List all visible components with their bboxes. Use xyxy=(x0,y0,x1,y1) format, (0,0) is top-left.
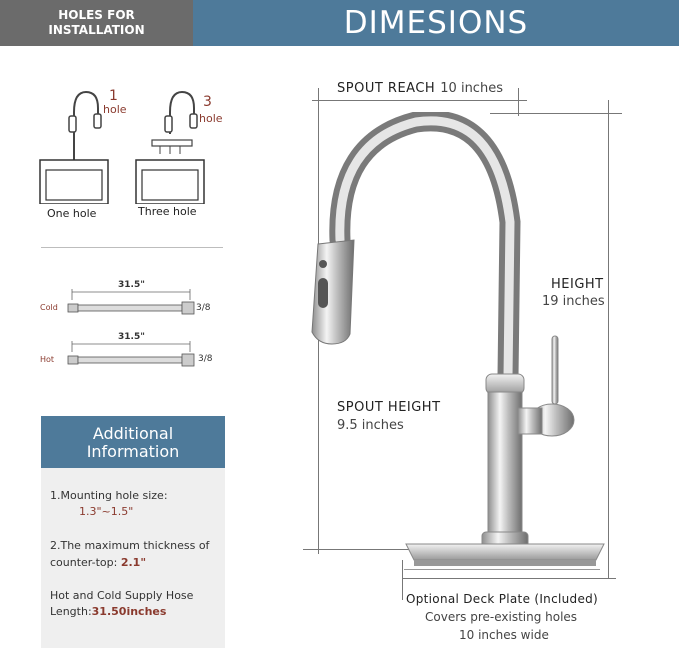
info-item1-value: 1.3"~1.5" xyxy=(79,505,134,518)
info-item2-value: 2.1" xyxy=(120,556,147,569)
one-hole-caption: One hole xyxy=(47,207,97,220)
cold-size: 3/8 xyxy=(196,303,211,313)
three-hole-number: 3 xyxy=(203,94,212,110)
three-hole-word: hole xyxy=(199,112,223,125)
one-hole-word: hole xyxy=(103,103,127,116)
spout-height-value: 9.5 inches xyxy=(337,418,404,433)
info-item3-line2 xyxy=(50,604,166,620)
faucet-illustration xyxy=(296,112,616,572)
info-title-line2: Information xyxy=(86,442,180,461)
info-item1: 1.Mounting hole size: xyxy=(50,489,168,502)
deck-plate-line2: Covers pre-existing holes xyxy=(425,610,578,624)
one-hole-number: 1 xyxy=(109,88,118,104)
deck-plate-line3: 10 inches wide xyxy=(459,628,549,642)
spout-reach-title: SPOUT REACH xyxy=(337,81,436,96)
plate-bottom-line xyxy=(402,578,616,579)
cold-label: Cold xyxy=(40,303,58,312)
height-title: HEIGHT xyxy=(551,277,604,292)
one-hole-faucet-icon xyxy=(36,84,116,204)
info-item3-label: Length: xyxy=(50,605,92,618)
info-item3-line1: Hot and Cold Supply Hose xyxy=(50,589,194,602)
info-item2-line1: 2.The maximum thickness of xyxy=(50,539,210,552)
info-item2-label: counter-top: xyxy=(50,556,118,569)
info-title-line1: Additional xyxy=(92,424,174,443)
spout-reach-value: 10 inches xyxy=(440,81,503,96)
info-title xyxy=(41,416,225,468)
height-value: 19 inches xyxy=(542,294,605,309)
reach-dimension-line xyxy=(312,100,527,101)
holes-for-installation-header xyxy=(0,0,193,46)
divider xyxy=(41,247,223,248)
cold-hose-icon xyxy=(40,288,210,318)
spout-reach-label xyxy=(337,77,503,96)
header-left-line1: HOLES FOR xyxy=(58,8,135,22)
hot-hose-length: 31.5" xyxy=(118,332,145,342)
three-hole-faucet-icon xyxy=(132,84,212,204)
dimensions-header: DIMESIONS xyxy=(193,0,679,46)
info-item2-line2 xyxy=(50,555,146,571)
three-hole-caption: Three hole xyxy=(138,205,197,218)
hot-size: 3/8 xyxy=(198,354,213,364)
info-item3-value: 31.50inches xyxy=(91,605,167,618)
header-left-line2: INSTALLATION xyxy=(48,23,145,37)
hot-hose-icon xyxy=(40,340,213,370)
cold-hose-length: 31.5" xyxy=(118,280,145,290)
deck-plate-title: Optional Deck Plate (Included) xyxy=(406,592,599,606)
hot-label: Hot xyxy=(40,355,55,364)
spout-height-title: SPOUT HEIGHT xyxy=(337,400,441,415)
